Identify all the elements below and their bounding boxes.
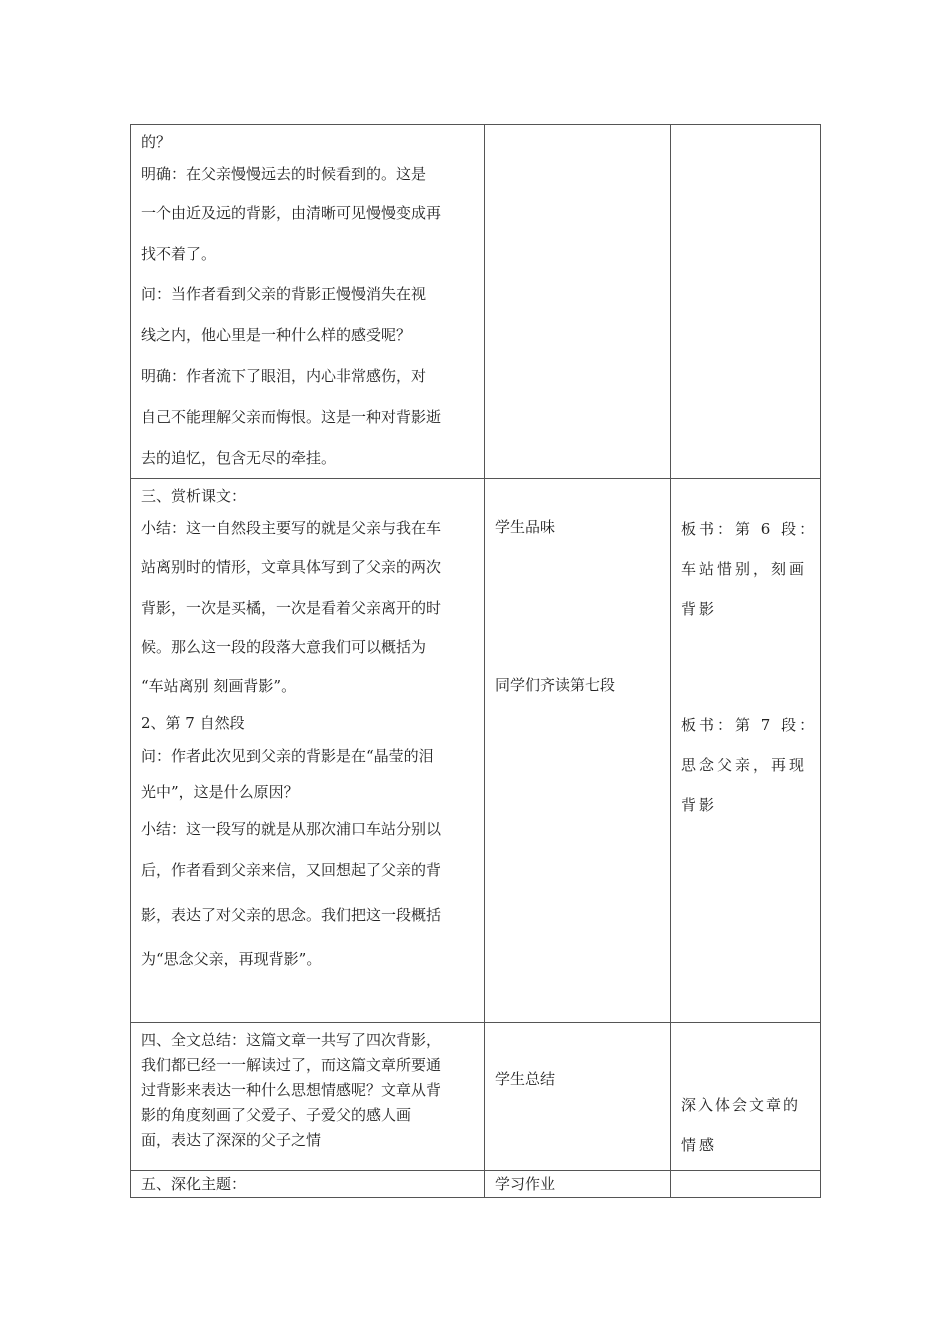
teaching-content-cell (131, 125, 485, 479)
text-line: 背影，一次是买橘，一次是看着父亲离开的时 (141, 598, 442, 617)
text-line: 小结：这一自然段主要写的就是父亲与我在车 (141, 519, 442, 537)
text-line: 过背影来表达一种什么思想情感呢？文章从背 (141, 1081, 442, 1099)
board-note-line: 思念父亲，再现 (681, 756, 808, 774)
text-line: 问：作者此次见到父亲的背影是在“晶莹的泪 (141, 747, 434, 765)
design-intent-line: 深入体会文章的 (681, 1096, 801, 1114)
text-line: 小结：这一段写的就是从那次浦口车站分别以 (141, 820, 442, 838)
text-line: 站离别时的情形，文章具体写到了父亲的两次 (141, 558, 442, 576)
teaching-content-cell (131, 1171, 485, 1198)
board-note-line: 板书：第 6 段： (681, 520, 818, 538)
text-line: 一个由近及远的背影，由清晰可见慢慢变成再 (141, 204, 442, 222)
student-activity-note: 学习作业 (495, 1175, 556, 1193)
text-line: 光中”，这是什么原因？ (141, 783, 299, 801)
student-activity-cell (485, 1023, 671, 1171)
design-intent-cell (671, 125, 821, 479)
teaching-content-cell (131, 1023, 485, 1171)
student-activity-note: 同学们齐读第七段 (495, 676, 616, 694)
text-line: 明确：在父亲慢慢远去的时候看到的。这是 (141, 165, 427, 183)
text-line: 问：当作者看到父亲的背影正慢慢消失在视 (141, 285, 427, 303)
text-line: 后，作者看到父亲来信，又回想起了父亲的背 (141, 861, 442, 879)
text-line: 影的角度刻画了父爱子、子爱父的感人画 (141, 1106, 412, 1124)
text-line: “车站离别 刻画背影”。 (141, 677, 297, 695)
lesson-plan-table (130, 124, 821, 1198)
board-note-line: 背影 (681, 600, 718, 618)
text-line: 找不着了。 (141, 245, 217, 263)
text-line: 2、第 7 自然段 (141, 714, 245, 732)
table-row (131, 1171, 821, 1198)
table-row (131, 1023, 821, 1171)
section-heading: 四、全文总结：这篇文章一共写了四次背影， (141, 1031, 442, 1049)
student-activity-note: 学生总结 (495, 1070, 556, 1088)
student-activity-cell (485, 1171, 671, 1198)
text-line: 去的追忆，包含无尽的牵挂。 (141, 449, 337, 467)
design-intent-line: 情感 (681, 1136, 718, 1154)
board-note-line: 车站惜别，刻画 (681, 560, 808, 578)
student-activity-cell (485, 479, 671, 1023)
text-line: 面，表达了深深的父子之情 (141, 1131, 322, 1149)
text-line: 我们都已经一一解读过了，而这篇文章所要通 (141, 1056, 442, 1074)
board-note-line: 背影 (681, 796, 718, 814)
student-activity-note: 学生品味 (495, 518, 556, 536)
student-activity-cell (485, 125, 671, 479)
text-line: 的？ (141, 133, 172, 151)
design-intent-cell (671, 479, 821, 1023)
table-row (131, 125, 821, 479)
teaching-content-cell (131, 479, 485, 1023)
table-row (131, 479, 821, 1023)
section-heading: 五、深化主题： (141, 1175, 247, 1193)
board-note-line: 板书：第 7 段： (681, 716, 818, 734)
text-line: 为“思念父亲，再现背影”。 (141, 950, 322, 968)
design-intent-cell (671, 1171, 821, 1198)
design-intent-cell (671, 1023, 821, 1171)
text-line: 明确：作者流下了眼泪，内心非常感伤，对 (141, 367, 427, 385)
text-line: 自己不能理解父亲而悔恨。这是一种对背影逝 (141, 408, 442, 426)
text-line: 线之内，他心里是一种什么样的感受呢？ (141, 326, 412, 344)
text-line: 候。那么这一段的段落大意我们可以概括为 (141, 638, 427, 656)
text-line: 影，表达了对父亲的思念。我们把这一段概括 (141, 906, 442, 924)
section-heading: 三、赏析课文： (141, 487, 247, 505)
